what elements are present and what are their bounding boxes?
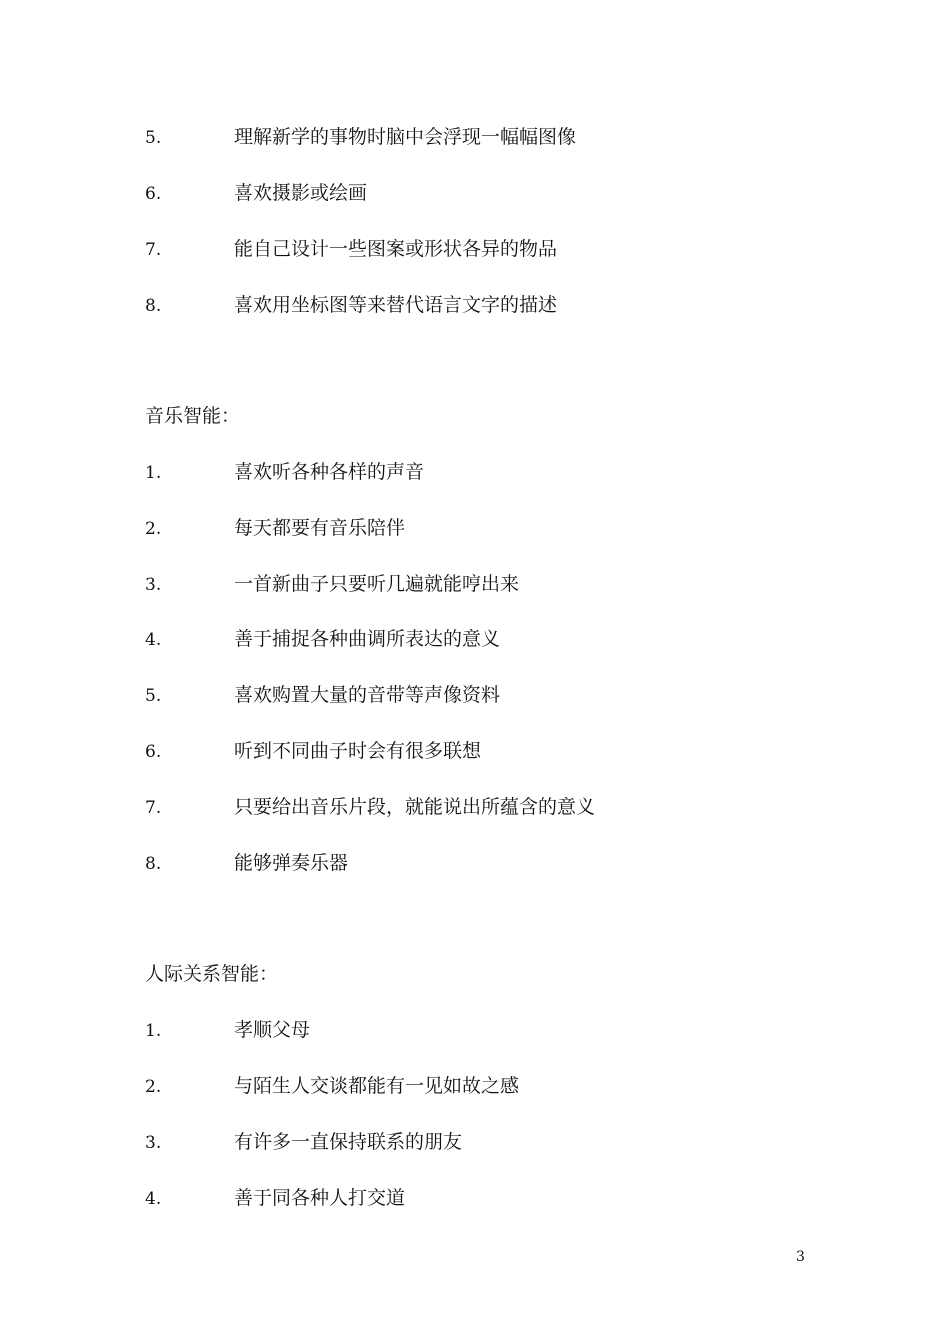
item-number: 5. (145, 128, 162, 148)
item-number: 2. (145, 1077, 162, 1097)
item-text: 孝顺父母 (234, 1019, 311, 1041)
list-item (145, 513, 405, 543)
item-number: 2. (145, 519, 162, 539)
item-number: 3. (145, 575, 162, 595)
item-text: 善于同各种人打交道 (234, 1187, 406, 1209)
list-item (145, 848, 348, 878)
list-item (145, 234, 557, 264)
list-item (145, 122, 576, 152)
item-text: 喜欢用坐标图等来替代语言文字的描述 (234, 294, 558, 316)
item-text: 喜欢听各种各样的声音 (234, 461, 425, 483)
list-item (145, 569, 519, 599)
item-number: 7. (145, 798, 162, 818)
list-item (145, 178, 367, 208)
item-number: 4. (145, 1189, 162, 1209)
item-text: 听到不同曲子时会有很多联想 (234, 740, 482, 762)
item-text: 与陌生人交谈都能有一见如故之感 (234, 1075, 520, 1097)
item-number: 3. (145, 1133, 162, 1153)
item-number: 8. (145, 296, 162, 316)
item-text: 喜欢购置大量的音带等声像资料 (234, 684, 501, 706)
list-item (145, 290, 557, 320)
item-text: 善于捕捉各种曲调所表达的意义 (234, 628, 501, 650)
item-number: 8. (145, 854, 162, 874)
list-item (145, 1183, 405, 1213)
section-heading-interpersonal: 人际关系智能： (145, 963, 279, 985)
list-item (145, 624, 500, 654)
item-text: 能自己设计一些图案或形状各异的物品 (234, 238, 558, 260)
list-item (145, 1127, 462, 1157)
list-item (145, 792, 595, 822)
list-item (145, 736, 481, 766)
item-number: 7. (145, 240, 162, 260)
item-number: 4. (145, 630, 162, 650)
page-number: 3 (796, 1249, 805, 1265)
item-text: 能够弹奏乐器 (234, 852, 349, 874)
item-number: 5. (145, 686, 162, 706)
item-text: 一首新曲子只要听几遍就能哼出来 (234, 573, 520, 595)
item-text: 喜欢摄影或绘画 (234, 182, 368, 204)
item-number: 6. (145, 742, 162, 762)
list-item (145, 457, 424, 487)
list-item (145, 1015, 310, 1045)
section-heading-music: 音乐智能： (145, 405, 241, 427)
item-text: 只要给出音乐片段，就能说出所蕴含的意义 (234, 796, 596, 818)
item-text: 每天都要有音乐陪伴 (234, 517, 406, 539)
list-item (145, 680, 500, 710)
item-number: 1. (145, 1021, 162, 1041)
item-text: 有许多一直保持联系的朋友 (234, 1131, 463, 1153)
list-item (145, 1071, 519, 1101)
item-text: 理解新学的事物时脑中会浮现一幅幅图像 (234, 126, 577, 148)
item-number: 6. (145, 184, 162, 204)
item-number: 1. (145, 463, 162, 483)
